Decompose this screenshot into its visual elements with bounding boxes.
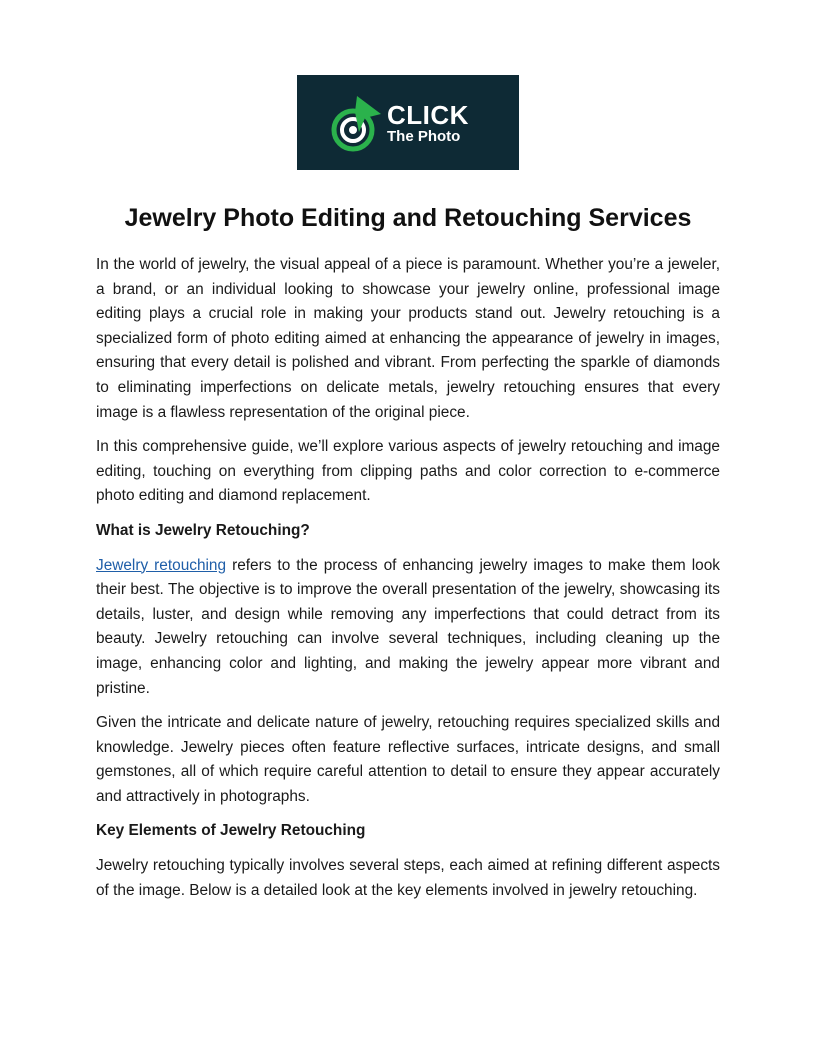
- logo-brand-sub: The Photo: [387, 127, 461, 145]
- logo-brand-main: CLICK: [387, 99, 469, 130]
- page-title: Jewelry Photo Editing and Retouching Services: [124, 204, 692, 232]
- guide-paragraph: In this comprehensive guide, we’ll explore various aspects of jewelry retouching and image editing, touching on everything from clipping paths and color correction to e-commerce photo editing and diamond replacement.: [96, 438, 720, 505]
- intro-paragraph: In the world of jewelry, the visual appeal of a piece is paramount. Whether you’re a jeweler, a brand, or an individual looking to showcase your jewelry online, professional image editing plays a crucial role in making your products stand out. Jewelry retouching is a specialized form of photo editing aimed at enhancing the appearance of jewelry in images, ensuring that every detail is polished and vibrant. From perfecting the sparkle of diamonds to eliminating imperfections on delicate metals, jewelry retouching ensures that every image is a flawless representation of the original piece.: [96, 256, 720, 421]
- key-elements-paragraph: Jewelry retouching typically involves several steps, each aimed at refining different aspects of the image. Below is a detailed look at the key elements involved in jewelry retouching.: [96, 857, 720, 899]
- article-body: [96, 253, 720, 913]
- camera-target-icon: [331, 92, 383, 154]
- key-elements-heading: Key Elements of Jewelry Retouching: [96, 822, 366, 840]
- given-paragraph: Given the intricate and delicate nature of jewelry, retouching requires specialized skills and knowledge. Jewelry pieces often feature reflective surfaces, intricate designs, and small gemstones, all of which require careful attention to detail to ensure they appear accurately and attractively in photographs.: [96, 714, 720, 805]
- what-is-heading: What is Jewelry Retouching?: [96, 521, 310, 539]
- brand-logo: [297, 75, 519, 170]
- what-is-text: refers to the process of enhancing jewelry images to make them look their best. The objective is to improve the overall presentation of the jewelry, showcasing its details, luster, and design while removing any imperfections that could detract from its beauty. Jewelry retouching can involve several techniques, including cleaning up the image, enhancing color and lighting, and making the jewelry appear more vibrant and pristine.: [96, 556, 720, 697]
- what-is-paragraph: [96, 554, 720, 702]
- jewelry-retouching-link[interactable]: Jewelry retouching: [96, 556, 227, 574]
- logo-wordmark: [387, 99, 469, 145]
